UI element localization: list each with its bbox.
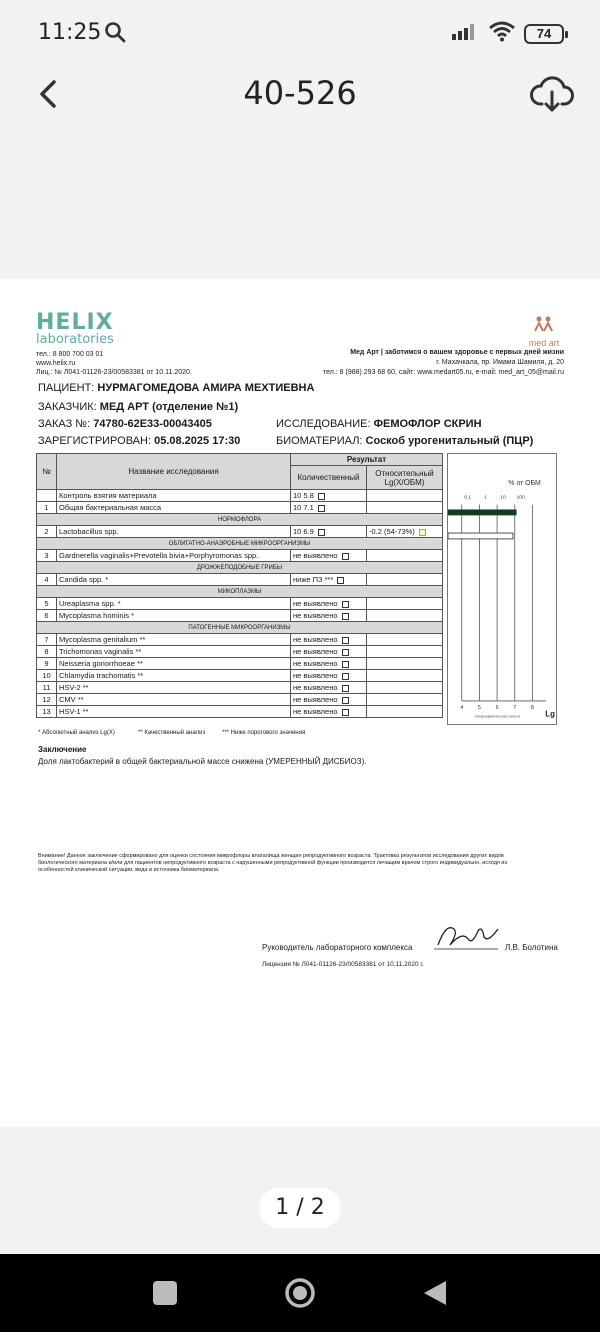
table-header-row (37, 454, 443, 466)
signer-name: Л.В. Болотина (505, 943, 558, 952)
table-section-row: НОРМОФЛОРА (37, 514, 443, 526)
chart-bottom-tick: 6 (495, 704, 499, 711)
battery-indicator: 74 (524, 24, 564, 44)
clinic-slogan: Мед Арт | заботимся о вашем здоровье с первых дней жизни (350, 349, 564, 356)
table-row: 4 Candida spp. * ниже ПЗ *** (37, 574, 443, 586)
system-nav-bar (0, 1254, 600, 1332)
table-row: 12 CMV ** не выявлено (37, 694, 443, 706)
table-row: 2 Lactobacillus spp. 10 6.9 -0.2 (54-73%) (37, 526, 443, 538)
document-page[interactable] (0, 279, 600, 1127)
status-bar (0, 0, 600, 64)
search-icon (104, 21, 126, 48)
checkbox-icon (337, 577, 344, 584)
checkbox-icon (342, 613, 349, 620)
chart-axis-label: Lg (545, 709, 555, 719)
header-relative: Относительный Lg(Х/ОБМ) (367, 466, 443, 490)
license-line: Лицензия № Л041-01126-23/00583381 от 10.11.2020 г. (262, 961, 424, 968)
lab-license: Лиц.: № Л041-01126-23/00583381 от 10.11.2020. (36, 369, 192, 376)
table-section-row: ОБЛИГАТНО-АНАЭРОБНЫЕ МИКРООРГАНИЗМЫ (37, 538, 443, 550)
chart-top-tick: 1 (483, 495, 487, 501)
checkbox-icon (342, 649, 349, 656)
checkbox-icon (342, 673, 349, 680)
clinic-contacts: тел.: 8 (988) 293 68 60, сайт: www.medart05.ru, e-mail: med_art_05@mail.ru (322, 369, 564, 376)
medart-logo-text: med art (528, 338, 560, 348)
footnote-threshold: *** Ниже порогового значения (222, 730, 306, 736)
customer-name: МЕД АРТ (отделение №1) (99, 401, 239, 413)
medart-logo (524, 315, 564, 348)
customer-row: ЗАКАЗЧИК: МЕД АРТ (отделение №1) (38, 401, 239, 413)
chart-bottom-tick: 8 (530, 704, 534, 711)
patient-row: ПАЦИЕНТ: НУРМАГОМЕДОВА АМИРА МЕХТИЕВНА (38, 382, 315, 394)
table-row: Контроль взятия материала 10 5.8 (37, 490, 443, 502)
chart-bar-lactobacillus (448, 533, 513, 539)
checkbox-icon (342, 661, 349, 668)
chart-bar-tbm (448, 509, 517, 515)
table-section-row: ДРОЖЖЕПОДОБНЫЕ ГРИБЫ (37, 562, 443, 574)
header-quantity: Количественный (291, 466, 367, 490)
microflora-chart (447, 453, 557, 725)
results-table (36, 453, 443, 718)
clinic-address: г. Махачкала, пр. Имама Шамиля, д. 20 (436, 359, 564, 366)
checkbox-icon (342, 601, 349, 608)
chart-top-tick: 10 (500, 495, 506, 501)
app-bar (0, 64, 600, 124)
chart-bottom-tick: 7 (513, 704, 517, 711)
registered-date: 05.08.2025 17:30 (154, 435, 241, 447)
chart-top-tick: 100 (516, 495, 525, 501)
biomaterial-row: БИОМАТЕРИАЛ: Соскоб урогенитальный (ПЦР) (276, 435, 534, 447)
table-section-row: ПАТОГЕННЫЕ МИКРООРГАНИЗМЫ (37, 622, 443, 634)
indicator-icon (419, 529, 426, 536)
header-result: Результат (291, 454, 443, 466)
back-nav-button[interactable] (418, 1276, 452, 1310)
lab-site: www.helix.ru (36, 360, 76, 367)
checkbox-icon (342, 697, 349, 704)
home-button[interactable] (283, 1276, 317, 1310)
wifi-icon (488, 20, 516, 47)
page-indicator: 1 / 2 (259, 1188, 341, 1228)
header-num: № (37, 454, 57, 490)
lab-phone: тел.: 8 800 700 03 01 (36, 351, 104, 358)
checkbox-icon (318, 493, 325, 500)
table-row: 1 Общая бактериальная масса 10 7.1 (37, 502, 443, 514)
checkbox-icon (342, 553, 349, 560)
helix-logo-sub: laboratories (36, 332, 114, 347)
checkbox-icon (342, 685, 349, 692)
table-row: 10 Chlamydia trachomatis ** не выявлено (37, 670, 443, 682)
conclusion-title: Заключение (38, 745, 87, 754)
square-icon (148, 1276, 182, 1310)
signal-icon (450, 21, 480, 46)
table-row: 8 Trichomonas vaginalis ** не выявлено (37, 646, 443, 658)
chart-title: % от ОБМ (508, 479, 541, 487)
header-name: Название исследования (57, 454, 291, 490)
helix-logo: HELIX (36, 310, 114, 335)
table-row: 13 HSV-1 ** не выявлено (37, 706, 443, 718)
circle-icon (283, 1276, 317, 1310)
chart-top-tick: 0.1 (464, 495, 472, 501)
signature-role: Руководитель лабораторного комплекса (262, 943, 413, 952)
cloud-download-icon (528, 70, 576, 118)
checkbox-icon (342, 637, 349, 644)
chart-scale-caption: логарифмическая шкала (474, 713, 520, 719)
medart-figures-icon (534, 315, 554, 333)
checkbox-icon (318, 505, 325, 512)
table-row: 3 Gardnerella vaginalis+Prevotella bivia+Porphyromonas spp. не выявлено (37, 550, 443, 562)
study-name: ФЕМОФЛОР СКРИН (373, 418, 482, 430)
conclusion-text: Доля лактобактерий в общей бактериальной массе снижена (УМЕРЕННЫЙ ДИСБИОЗ). (38, 757, 367, 766)
chart-bottom-tick: 4 (460, 704, 464, 711)
signature-image (432, 919, 502, 953)
download-button[interactable] (528, 70, 576, 118)
footnote-qualitative: ** Качественный анализ (138, 730, 206, 736)
status-time: 11:25 (38, 20, 102, 45)
table-row: 7 Mycoplasma genitalium ** не выявлено (37, 634, 443, 646)
table-row: 11 HSV-2 ** не выявлено (37, 682, 443, 694)
order-row: ЗАКАЗ №: 74780-62E33-00043405 (38, 418, 212, 430)
table-section-row: МИКОПЛАЗМЫ (37, 586, 443, 598)
table-row: 6 Mycoplasma hominis * не выявлено (37, 610, 443, 622)
document-title: 40-526 (243, 74, 357, 112)
patient-name: НУРМАГОМЕДОВА АМИРА МЕХТИЕВНА (97, 382, 315, 394)
chart-bottom-tick: 5 (477, 704, 481, 711)
study-row: ИССЛЕДОВАНИЕ: ФЕМОФЛОР СКРИН (276, 418, 482, 430)
recents-button[interactable] (148, 1276, 182, 1310)
footnote-absolute: * Абсолютный анализ Lg(X) (38, 730, 115, 736)
warning-text: Внимание! Данное заключение сформировано для оценки состояния микрофлоры влагалища женщин репродуктивного возраста. Трактовка результатов исследования других видов биологического материала и/или для пациентов непродуктивного возраста с нарушенными репродуктивной функции производится лечащим врачом строго индивидуально, исходя из особенностей клинической ситуации, вида и источника биоматериала. (38, 853, 508, 873)
triangle-back-icon (418, 1276, 452, 1310)
checkbox-icon (318, 529, 325, 536)
biomaterial-name: Соскоб урогенитальный (ПЦР) (365, 435, 534, 447)
checkbox-icon (342, 709, 349, 716)
order-number: 74780-62E33-00043405 (93, 418, 212, 430)
table-row: 5 Ureaplasma spp. * не выявлено (37, 598, 443, 610)
table-row: 9 Neisseria gonorrhoeae ** не выявлено (37, 658, 443, 670)
registered-row: ЗАРЕГИСТРИРОВАН: 05.08.2025 17:30 (38, 435, 241, 447)
